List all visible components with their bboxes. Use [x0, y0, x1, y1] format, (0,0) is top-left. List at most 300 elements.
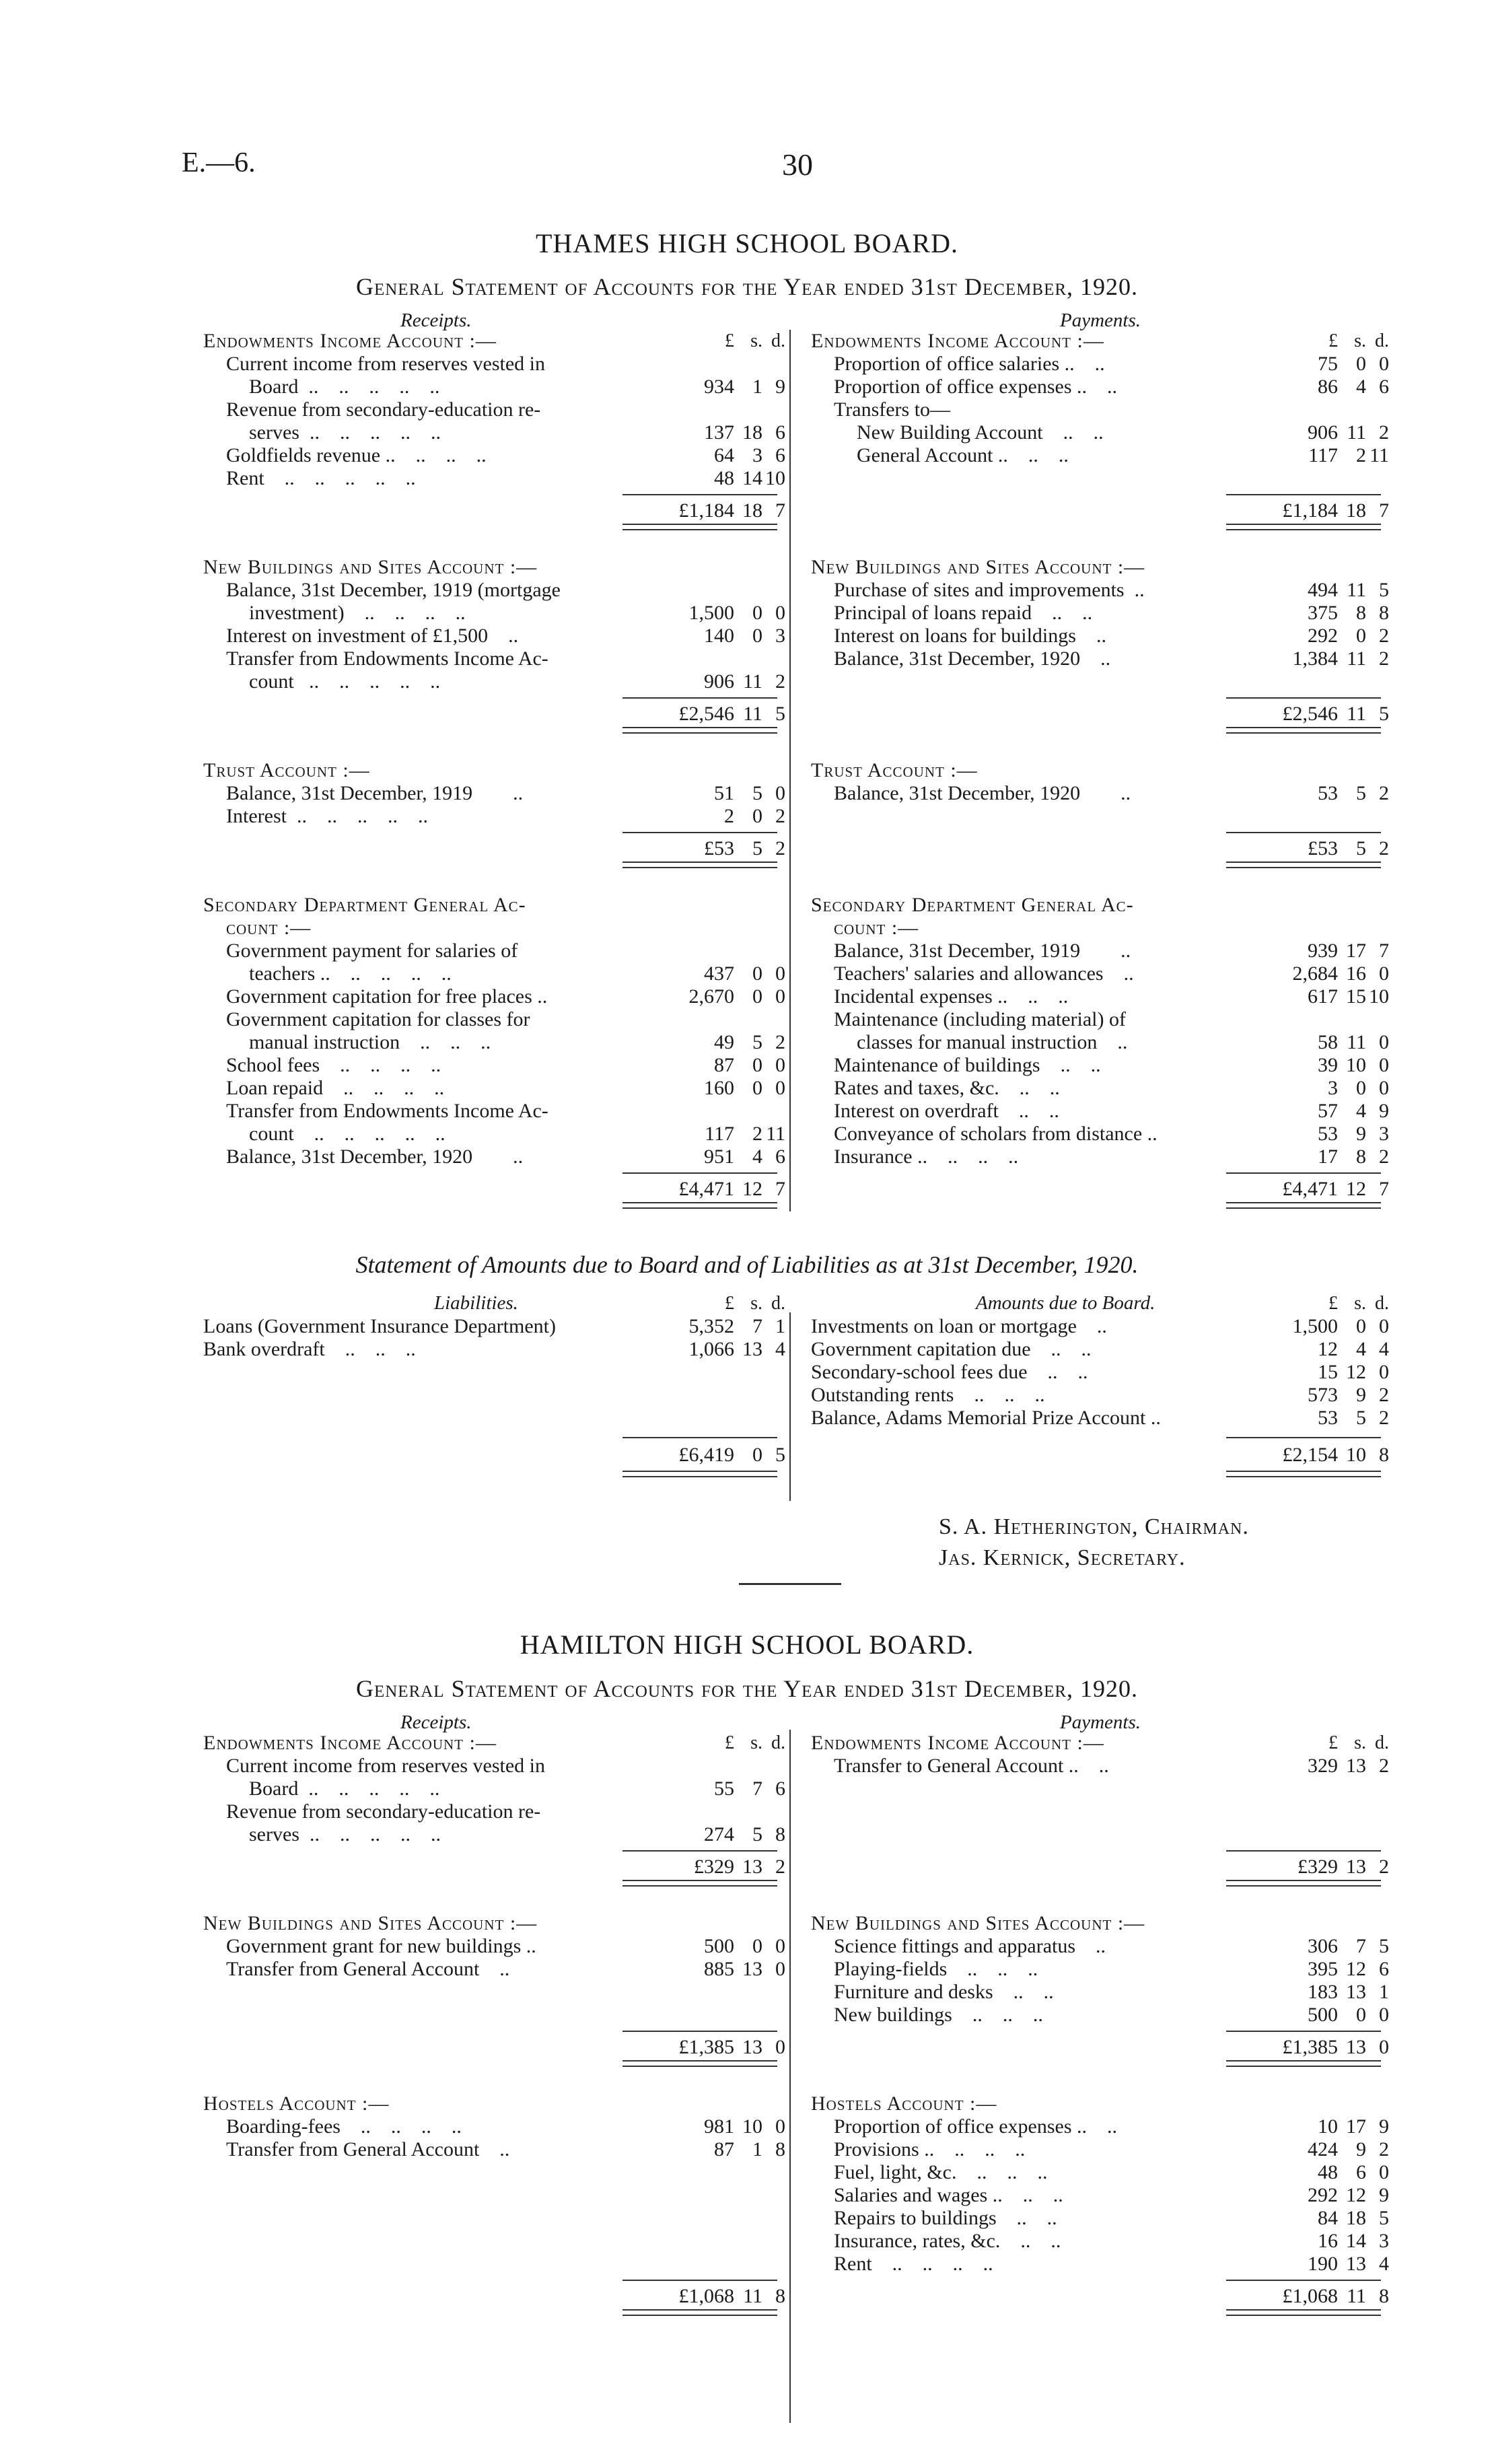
pounds-value: 981	[704, 2115, 734, 2138]
total-double-rule	[1226, 861, 1381, 868]
account-heading-row	[203, 917, 777, 940]
amount-due-row	[811, 1315, 1389, 1338]
item-label: Interest on overdraft .. ..	[834, 1100, 1059, 1122]
shillings-value: 4	[1356, 1338, 1366, 1360]
shillings-value: 0	[1356, 1077, 1366, 1099]
ledger-row	[203, 444, 785, 467]
shillings-value: 12	[1346, 1361, 1366, 1383]
ledger-row	[203, 467, 785, 490]
shillings-value: 13	[1346, 2036, 1366, 2058]
pounds-value: 190	[1308, 2253, 1338, 2275]
pounds-value: 494	[1308, 579, 1338, 601]
pence-value: 11	[1370, 444, 1389, 466]
item-label: Revenue from secondary-education re-	[226, 1800, 541, 1823]
subtotal-rule	[622, 1172, 777, 1174]
account-heading-row	[811, 917, 1381, 940]
ledger-row	[811, 2161, 1389, 2184]
total-row	[203, 2036, 785, 2059]
ledger-row	[811, 1935, 1389, 1958]
pounds-value: 1,500	[1292, 1315, 1338, 1337]
subtotal-rule	[622, 494, 777, 495]
account-heading: Secondary Department General Ac-	[203, 894, 526, 916]
item-label: Board .. .. .. .. ..	[249, 1777, 440, 1800]
pounds-value: 117	[1308, 444, 1338, 466]
pence-value: 9	[1379, 2115, 1389, 2138]
shillings-value: 11	[1347, 421, 1366, 444]
account-heading: Endowments Income Account :—	[811, 1732, 1104, 1754]
pounds-value: 292	[1308, 2184, 1338, 2206]
ledger-row	[203, 1123, 785, 1146]
shillings-value: 9	[1356, 2138, 1366, 2160]
shillings-value: 10	[1346, 1054, 1366, 1076]
item-label: Investments on loan or mortgage ..	[811, 1315, 1107, 1337]
ledger-row	[203, 579, 777, 602]
pounds-value: £53	[704, 837, 734, 859]
shillings-value: 10	[742, 2115, 762, 2138]
pounds-value: £	[1328, 330, 1338, 351]
shillings-value: 6	[1356, 2161, 1366, 2183]
shillings-value: 8	[1356, 1146, 1366, 1168]
pounds-value: £329	[694, 1856, 734, 1878]
shillings-value: 13	[1346, 1856, 1366, 1878]
shillings-value: 5	[1356, 782, 1366, 804]
ledger-row	[811, 647, 1389, 670]
account-heading: Trust Account :—	[811, 759, 978, 781]
pounds-value: 58	[1318, 1031, 1338, 1053]
pounds-value: £4,471	[1282, 1178, 1338, 1200]
pence-value: 2	[1379, 1407, 1389, 1429]
ledger-row	[203, 1054, 785, 1077]
ledger-row	[203, 2115, 785, 2138]
pence-value: 2	[775, 670, 785, 693]
pounds-value: 75	[1318, 353, 1338, 375]
shillings-value: 17	[1346, 940, 1366, 962]
ledger-row	[811, 1755, 1389, 1777]
shillings-value: 9	[1356, 1123, 1366, 1145]
total-row	[203, 703, 785, 726]
account-heading: count :—	[226, 917, 312, 939]
receipts-heading: Receipts.	[400, 310, 472, 331]
item-label: General Account .. .. ..	[857, 444, 1069, 466]
pounds-value: 12	[1318, 1338, 1338, 1360]
ledger-row	[811, 1146, 1389, 1168]
ledger-row	[811, 602, 1389, 625]
pence-value: 7	[775, 1178, 785, 1200]
pence-value: 0	[1379, 1315, 1389, 1337]
pounds-value: 64	[714, 444, 734, 466]
shillings-value: 0	[1356, 353, 1366, 375]
pounds-value: 395	[1308, 1958, 1338, 1980]
pence-value: 8	[1379, 602, 1389, 624]
ledger-row	[203, 625, 785, 647]
shillings-value: 2	[1356, 444, 1366, 466]
pounds-value: 16	[1318, 2230, 1338, 2252]
section-separator	[739, 1583, 841, 1585]
item-label: Rent .. .. .. .. ..	[226, 467, 416, 489]
ledger-row	[811, 1031, 1389, 1054]
shillings-value: 0	[752, 805, 762, 827]
shillings-header: s.	[750, 1293, 762, 1314]
ledger-row	[203, 353, 777, 376]
shillings-value: 11	[1347, 703, 1366, 725]
account-heading: Trust Account :—	[203, 759, 370, 781]
pounds-value: £	[725, 1732, 734, 1753]
total-double-rule	[1226, 524, 1381, 530]
pounds-value: 306	[1308, 1935, 1338, 1957]
total-row	[203, 499, 785, 522]
pounds-value: 3	[1328, 1077, 1338, 1099]
pence-value: 8	[775, 2138, 785, 2160]
shillings-value: 3	[752, 444, 762, 466]
pounds-value: 292	[1308, 625, 1338, 647]
total-row	[203, 1178, 785, 1201]
shillings-value: 0	[752, 1444, 762, 1466]
item-label: Balance, Adams Memorial Prize Account ..	[811, 1407, 1161, 1429]
shillings-value: 13	[742, 2036, 762, 2058]
ledger-row	[811, 2207, 1389, 2230]
item-label: Balance, 31st December, 1920 ..	[834, 782, 1131, 804]
ledger-row	[811, 625, 1389, 647]
pounds-value: 2	[724, 805, 734, 827]
column-divider	[789, 330, 791, 1211]
shillings-value: 5	[1356, 837, 1366, 859]
ledger-row	[811, 1958, 1389, 1981]
shillings-value: 14	[1346, 2230, 1366, 2252]
account-heading-row	[203, 894, 777, 917]
pence-value: 7	[1379, 1178, 1389, 1200]
pence-header: d.	[771, 1293, 785, 1314]
pence-value: 10	[765, 467, 785, 489]
amount-due-row	[811, 1338, 1389, 1361]
pounds-value: 1,500	[688, 602, 734, 624]
pence-value: 8	[775, 1823, 785, 1845]
pence-value: 2	[1379, 782, 1389, 804]
pence-value: 6	[1379, 376, 1389, 398]
shillings-value: 18	[742, 421, 762, 444]
account-heading-row	[203, 1912, 777, 1935]
pounds-value: £1,385	[1282, 2036, 1338, 2058]
pounds-value: £1,068	[678, 2285, 734, 2307]
pounds-value: £1,385	[678, 2036, 734, 2058]
pounds-value: £53	[1308, 837, 1338, 859]
pence-value: d.	[771, 330, 785, 351]
item-label: Science fittings and apparatus ..	[834, 1935, 1106, 1957]
pounds-value: 53	[1318, 782, 1338, 804]
pounds-value: 500	[704, 1935, 734, 1957]
currency-header	[203, 1292, 785, 1315]
ledger-row	[811, 2184, 1389, 2207]
account-heading: count :—	[834, 917, 919, 939]
subtotal-rule	[1226, 2280, 1381, 2281]
pence-value: d.	[1375, 330, 1389, 351]
shillings-value: 11	[743, 670, 762, 693]
item-label: Provisions .. .. .. ..	[834, 2138, 1026, 2160]
ledger-row	[203, 670, 785, 693]
pence-value: 2	[775, 805, 785, 827]
pounds-value: 49	[714, 1031, 734, 1053]
pence-value: 2	[1379, 837, 1389, 859]
pence-value: 0	[775, 2115, 785, 2138]
item-label: Balance, 31st December, 1920 ..	[834, 647, 1111, 670]
item-label: serves .. .. .. .. ..	[249, 1823, 441, 1845]
item-label: count .. .. .. .. ..	[249, 1123, 446, 1145]
pounds-value: 10	[1318, 2115, 1338, 2138]
liability-row	[203, 1315, 785, 1338]
pounds-value: 885	[704, 1958, 734, 1980]
account-heading-row	[811, 759, 1381, 782]
pounds-value: 573	[1308, 1384, 1338, 1406]
item-label: Interest on loans for buildings ..	[834, 625, 1106, 647]
shillings-value: 18	[1346, 499, 1366, 522]
pence-value: 6	[775, 444, 785, 466]
pounds-value: 274	[704, 1823, 734, 1845]
pence-value: 5	[1379, 579, 1389, 601]
ledger-row	[811, 353, 1389, 376]
total-row	[203, 1444, 785, 1467]
account-heading-row	[203, 330, 785, 353]
ledger-row	[811, 962, 1389, 985]
pence-value: 0	[1379, 2036, 1389, 2058]
pounds-value: 48	[1318, 2161, 1338, 2183]
total-double-rule	[1226, 1471, 1381, 1477]
ledger-row	[811, 1077, 1389, 1100]
subtotal-rule	[1226, 1437, 1381, 1438]
account-heading: New Buildings and Sites Account :—	[811, 556, 1145, 578]
subtotal-rule	[1226, 494, 1381, 495]
shillings-value: 18	[1346, 2207, 1366, 2229]
total-double-rule	[622, 2309, 777, 2316]
item-label: Government payment for salaries of	[226, 940, 518, 962]
item-label: Insurance, rates, &c. .. ..	[834, 2230, 1061, 2252]
ledger-row	[203, 782, 785, 805]
pounds-value: 951	[704, 1146, 734, 1168]
item-label: Proportion of office expenses .. ..	[834, 2115, 1118, 2138]
total-row	[811, 1856, 1389, 1878]
pence-value: 7	[1379, 499, 1389, 522]
item-label: Transfer from Endowments Income Ac-	[226, 647, 548, 670]
item-label: Teachers' salaries and allowances ..	[834, 962, 1134, 985]
ledger-row	[811, 782, 1389, 805]
ledger-row	[203, 1008, 777, 1031]
pence-value: 1	[1379, 1981, 1389, 2003]
ledger-row	[203, 940, 777, 962]
pence-value: 2	[1379, 421, 1389, 444]
pence-value: 2	[1379, 1856, 1389, 1878]
item-label: Interest on investment of £1,500 ..	[226, 625, 519, 647]
item-label: Board .. .. .. .. ..	[249, 376, 440, 398]
item-label: Conveyance of scholars from distance ..	[834, 1123, 1158, 1145]
shillings-value: 14	[742, 467, 762, 489]
shillings-value: 7	[1356, 1935, 1366, 1957]
shillings-value: 12	[742, 1178, 762, 1200]
pence-value: 0	[775, 1077, 785, 1099]
pounds-header: £	[1328, 1293, 1338, 1314]
subtotal-rule	[1226, 1850, 1381, 1852]
pounds-value: 160	[704, 1077, 734, 1099]
pence-value: 0	[775, 602, 785, 624]
shillings-value: 8	[1356, 602, 1366, 624]
ledger-row	[203, 602, 785, 625]
subtotal-rule	[622, 697, 777, 699]
ledger-row	[203, 1958, 785, 1981]
item-label: Fuel, light, &c. .. .. ..	[834, 2161, 1048, 2183]
pence-value: 8	[1379, 2285, 1389, 2307]
pounds-value: £1,068	[1282, 2285, 1338, 2307]
item-label: Goldfields revenue .. .. .. ..	[226, 444, 487, 466]
total-double-rule	[622, 2060, 777, 2067]
pence-value: 5	[1379, 2207, 1389, 2229]
ledger-row	[811, 1123, 1389, 1146]
pounds-value: 2,684	[1292, 962, 1338, 985]
shillings-value: 11	[1347, 2285, 1366, 2307]
item-label: Current income from reserves vested in	[226, 353, 546, 375]
pounds-value: 55	[714, 1777, 734, 1800]
shillings-value: 5	[752, 782, 762, 804]
pence-value: 2	[1379, 625, 1389, 647]
pounds-value: £6,419	[678, 1444, 734, 1466]
shillings-value: 17	[1346, 2115, 1366, 2138]
pounds-value: 939	[1308, 940, 1338, 962]
board-title: HAMILTON HIGH SCHOOL BOARD.	[520, 1629, 974, 1660]
pounds-value: 140	[704, 625, 734, 647]
pence-value: 0	[1379, 2161, 1389, 2183]
total-double-rule	[1226, 2309, 1381, 2316]
item-label: Incidental expenses .. .. ..	[834, 985, 1069, 1008]
item-label: Transfer from General Account ..	[226, 1958, 510, 1980]
account-heading-row	[811, 1732, 1389, 1755]
shillings-value: 0	[752, 602, 762, 624]
amounts-due-heading: Amounts due to Board.	[976, 1292, 1155, 1314]
currency-header	[811, 1292, 1389, 1315]
item-label: Insurance .. .. .. ..	[834, 1146, 1019, 1168]
shillings-value: 13	[1346, 1981, 1366, 2003]
pounds-value: 1,384	[1292, 647, 1338, 670]
item-label: Interest .. .. .. .. ..	[226, 805, 428, 827]
shillings-value: 12	[1346, 2184, 1366, 2206]
shillings-value: 0	[752, 1054, 762, 1076]
pence-value: 3	[775, 625, 785, 647]
shillings-value: 0	[752, 1077, 762, 1099]
pence-value: 3	[1379, 2230, 1389, 2252]
pence-value: 5	[775, 703, 785, 725]
subtotal-rule	[1226, 697, 1381, 699]
shillings-value: 11	[743, 2285, 762, 2307]
item-label: Bank overdraft .. .. ..	[203, 1338, 416, 1360]
shillings-value: 0	[752, 1935, 762, 1957]
item-label: Balance, 31st December, 1919 ..	[834, 940, 1131, 962]
total-row	[811, 2285, 1389, 2308]
pounds-value: 53	[1318, 1123, 1338, 1145]
secretary-signature: Jas. Kernick, Secretary.	[939, 1545, 1186, 1570]
ledger-row	[203, 1146, 785, 1168]
item-label: classes for manual instruction ..	[857, 1031, 1128, 1053]
account-heading-row	[811, 330, 1389, 353]
pounds-value: 137	[704, 421, 734, 444]
item-label: Secondary-school fees due .. ..	[811, 1361, 1088, 1383]
pence-value: 0	[1379, 353, 1389, 375]
ledger-row	[811, 579, 1389, 602]
pounds-value: £4,471	[678, 1178, 734, 1200]
pounds-value: £	[1328, 1732, 1338, 1753]
pence-value: 2	[1379, 1755, 1389, 1777]
ledger-row	[811, 2138, 1389, 2161]
pence-value: 2	[775, 1856, 785, 1878]
shillings-value: 18	[742, 499, 762, 522]
pence-value: 2	[775, 1031, 785, 1053]
shillings-value: 11	[1347, 647, 1366, 670]
item-label: Proportion of office expenses .. ..	[834, 376, 1118, 398]
pence-value: 0	[775, 1935, 785, 1957]
pence-value: 2	[1379, 647, 1389, 670]
pounds-value: 87	[714, 2138, 734, 2160]
ledger-row	[203, 2138, 785, 2161]
pence-value: 9	[1379, 1100, 1389, 1122]
receipts-heading: Receipts.	[400, 1712, 472, 1733]
item-label: Boarding-fees .. .. .. ..	[226, 2115, 462, 2138]
shillings-value: 4	[1356, 376, 1366, 398]
ledger-row	[811, 2230, 1389, 2253]
shillings-value: 12	[1346, 1178, 1366, 1200]
ledger-row	[811, 1054, 1389, 1077]
pounds-value: £2,154	[1282, 1444, 1338, 1466]
shillings-value: 4	[752, 1146, 762, 1168]
amount-due-row	[811, 1384, 1389, 1407]
pence-header: d.	[1375, 1293, 1389, 1314]
pence-value: 0	[1379, 1031, 1389, 1053]
board-title: THAMES HIGH SCHOOL BOARD.	[536, 228, 958, 258]
pounds-header: £	[725, 1293, 734, 1314]
total-row	[203, 837, 785, 860]
pence-value: 1	[775, 1315, 785, 1337]
amount-due-row	[811, 1361, 1389, 1384]
account-heading-row	[203, 2092, 777, 2115]
pounds-value: 87	[714, 1054, 734, 1076]
subtotal-rule	[1226, 832, 1381, 833]
ledger-row	[811, 985, 1389, 1008]
ledger-row	[203, 1031, 785, 1054]
chairman-signature: S. A. Hetherington, Chairman.	[939, 1514, 1249, 1539]
ledger-row	[811, 2253, 1389, 2276]
item-label: Government capitation due .. ..	[811, 1338, 1092, 1360]
shillings-value: 0	[752, 962, 762, 985]
shillings-value: 9	[1356, 1384, 1366, 1406]
pence-value: 7	[775, 499, 785, 522]
subtotal-rule	[622, 1850, 777, 1852]
item-label: Maintenance of buildings .. ..	[834, 1054, 1101, 1076]
ledger-row	[811, 940, 1389, 962]
shillings-value: 15	[1346, 985, 1366, 1008]
total-row	[811, 1178, 1389, 1201]
ledger-row	[203, 398, 777, 421]
subtotal-rule	[622, 2031, 777, 2032]
pounds-value: 5,352	[688, 1315, 734, 1337]
statement-subtitle: General Statement of Accounts for the Year ended 31st December, 1920.	[355, 273, 1139, 300]
total-double-rule	[1226, 1202, 1381, 1209]
total-double-rule	[622, 524, 777, 530]
pence-value: 8	[1379, 1444, 1389, 1466]
item-label: Transfers to—	[834, 398, 951, 421]
shillings-value: 7	[752, 1777, 762, 1800]
ledger-row	[203, 376, 785, 398]
shillings-value: 0	[1356, 2004, 1366, 2026]
pounds-value: 906	[704, 670, 734, 693]
shillings-value: 11	[1347, 579, 1366, 601]
payments-heading: Payments.	[1060, 1712, 1141, 1733]
item-label: Outstanding rents .. .. ..	[811, 1384, 1045, 1406]
account-heading: Endowments Income Account :—	[203, 1732, 497, 1754]
item-label: Current income from reserves vested in	[226, 1755, 546, 1777]
pounds-value: £2,546	[678, 703, 734, 725]
